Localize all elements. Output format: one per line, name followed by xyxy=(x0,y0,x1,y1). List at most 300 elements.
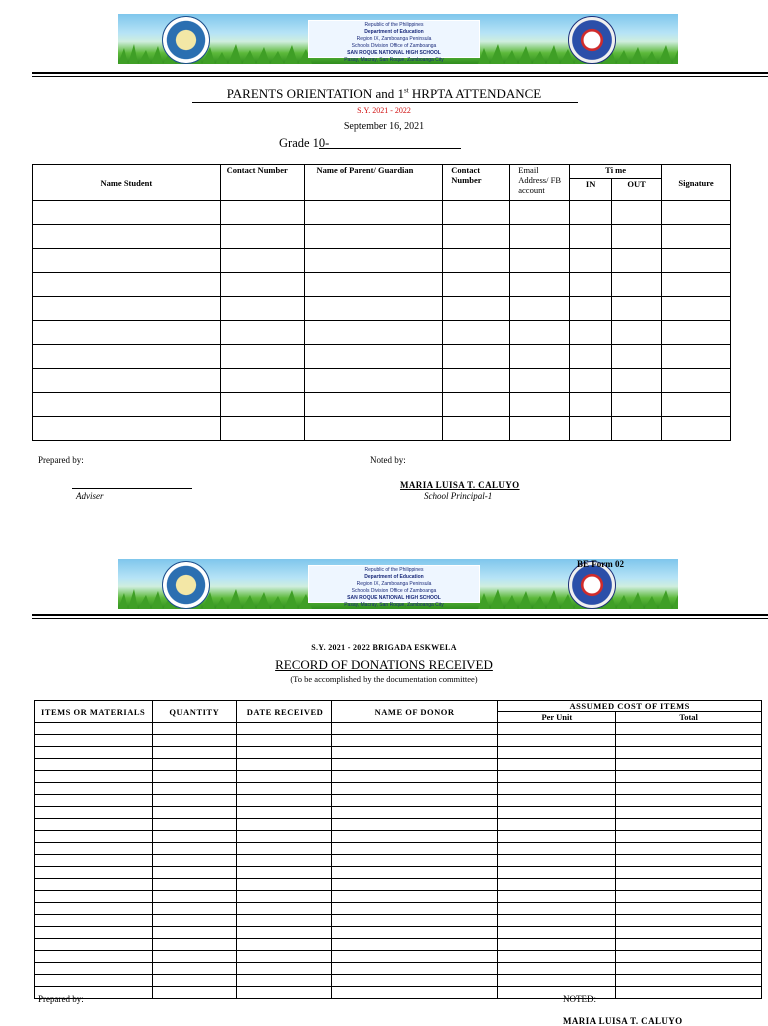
table-row xyxy=(33,225,731,249)
table-cell[interactable] xyxy=(152,975,236,987)
table-row xyxy=(35,795,762,807)
table-cell[interactable] xyxy=(570,297,612,321)
table-cell[interactable] xyxy=(35,915,153,927)
table-cell[interactable] xyxy=(498,879,616,891)
table-cell[interactable] xyxy=(662,249,731,273)
banner-line: Department of Education xyxy=(364,574,424,580)
table-cell[interactable] xyxy=(498,903,616,915)
table-row xyxy=(33,297,731,321)
table-cell[interactable] xyxy=(236,771,331,783)
table-cell[interactable] xyxy=(443,321,510,345)
table-cell[interactable] xyxy=(662,201,731,225)
table-cell[interactable] xyxy=(236,915,331,927)
title-underline xyxy=(192,102,578,103)
table-row xyxy=(33,273,731,297)
table-row xyxy=(35,879,762,891)
table-cell[interactable] xyxy=(510,201,570,225)
table-cell[interactable] xyxy=(498,843,616,855)
school-info-box xyxy=(308,20,480,63)
table-cell[interactable] xyxy=(331,759,498,771)
table-cell[interactable] xyxy=(612,417,662,441)
table-cell[interactable] xyxy=(35,747,153,759)
table-cell[interactable] xyxy=(443,369,510,393)
table-cell[interactable] xyxy=(616,843,762,855)
table-cell[interactable] xyxy=(498,807,616,819)
table-cell[interactable] xyxy=(152,783,236,795)
table-cell[interactable] xyxy=(616,735,762,747)
table-cell[interactable] xyxy=(570,249,612,273)
table-cell[interactable] xyxy=(236,783,331,795)
table-row xyxy=(35,915,762,927)
table-cell[interactable] xyxy=(510,417,570,441)
table-cell[interactable] xyxy=(662,417,731,441)
header-banner xyxy=(118,14,678,64)
table-cell[interactable] xyxy=(33,225,221,249)
adviser-label: Adviser xyxy=(76,491,104,501)
table-cell[interactable] xyxy=(35,831,153,843)
table-cell[interactable] xyxy=(443,393,510,417)
table-cell[interactable] xyxy=(236,927,331,939)
table-cell[interactable] xyxy=(331,903,498,915)
table-cell[interactable] xyxy=(33,297,221,321)
table-cell[interactable] xyxy=(616,879,762,891)
banner-line: Region IX, Zamboanga Peninsula xyxy=(356,36,432,42)
banner-line: SAN ROQUE NATIONAL HIGH SCHOOL xyxy=(347,50,441,56)
table-cell[interactable] xyxy=(498,915,616,927)
table-cell[interactable] xyxy=(304,225,443,249)
table-cell[interactable] xyxy=(616,855,762,867)
table-cell[interactable] xyxy=(35,903,153,915)
table-cell[interactable] xyxy=(220,201,304,225)
table-cell[interactable] xyxy=(616,915,762,927)
table-cell[interactable] xyxy=(236,951,331,963)
donations-table xyxy=(34,700,762,999)
table-cell[interactable] xyxy=(443,225,510,249)
table-cell[interactable] xyxy=(152,843,236,855)
table-cell[interactable] xyxy=(304,345,443,369)
table-cell[interactable] xyxy=(236,819,331,831)
grade-blank-line[interactable] xyxy=(319,148,461,149)
table-cell[interactable] xyxy=(570,369,612,393)
school-seal-icon xyxy=(162,16,210,64)
table-cell[interactable] xyxy=(152,831,236,843)
table-cell[interactable] xyxy=(616,747,762,759)
header-time: Ti me xyxy=(570,165,662,179)
table-cell[interactable] xyxy=(35,783,153,795)
header-donor: NAME OF DONOR xyxy=(331,701,498,723)
table-cell[interactable] xyxy=(616,807,762,819)
table-cell[interactable] xyxy=(612,393,662,417)
table-cell[interactable] xyxy=(236,963,331,975)
table-cell[interactable] xyxy=(662,273,731,297)
table-cell[interactable] xyxy=(35,927,153,939)
table-row xyxy=(33,345,731,369)
table-cell[interactable] xyxy=(331,735,498,747)
deped-seal-icon xyxy=(568,16,616,64)
table-cell[interactable] xyxy=(498,771,616,783)
table-cell[interactable] xyxy=(443,249,510,273)
table-cell[interactable] xyxy=(498,819,616,831)
table-cell[interactable] xyxy=(236,855,331,867)
table-cell[interactable] xyxy=(443,345,510,369)
table-row xyxy=(35,819,762,831)
header-banner-2 xyxy=(118,559,678,609)
table-cell[interactable] xyxy=(331,771,498,783)
table-cell[interactable] xyxy=(236,891,331,903)
table-cell[interactable] xyxy=(662,297,731,321)
table-cell[interactable] xyxy=(236,843,331,855)
table-row xyxy=(35,759,762,771)
table-cell[interactable] xyxy=(35,735,153,747)
table-cell[interactable] xyxy=(510,225,570,249)
table-cell[interactable] xyxy=(152,855,236,867)
table-cell[interactable] xyxy=(236,903,331,915)
table-cell[interactable] xyxy=(304,249,443,273)
table-cell[interactable] xyxy=(236,831,331,843)
banner-line: Republic of the Philippines xyxy=(364,22,424,28)
table-cell[interactable] xyxy=(331,891,498,903)
table-cell[interactable] xyxy=(662,321,731,345)
table-cell[interactable] xyxy=(662,345,731,369)
table-cell[interactable] xyxy=(498,759,616,771)
table-cell[interactable] xyxy=(220,225,304,249)
table-cell[interactable] xyxy=(35,891,153,903)
table-cell[interactable] xyxy=(33,393,221,417)
table-cell[interactable] xyxy=(498,975,616,987)
table-cell[interactable] xyxy=(236,867,331,879)
table-cell[interactable] xyxy=(35,855,153,867)
table-cell[interactable] xyxy=(443,273,510,297)
table-row xyxy=(35,843,762,855)
table-cell[interactable] xyxy=(331,723,498,735)
table-cell[interactable] xyxy=(443,417,510,441)
table-cell[interactable] xyxy=(152,819,236,831)
table-row xyxy=(35,867,762,879)
table-cell[interactable] xyxy=(331,831,498,843)
table-cell[interactable] xyxy=(35,843,153,855)
table-cell[interactable] xyxy=(33,345,221,369)
table-cell[interactable] xyxy=(612,321,662,345)
table-cell[interactable] xyxy=(152,747,236,759)
table-cell[interactable] xyxy=(510,369,570,393)
table-cell[interactable] xyxy=(304,273,443,297)
table-cell[interactable] xyxy=(33,201,221,225)
table-cell[interactable] xyxy=(35,795,153,807)
table-cell[interactable] xyxy=(616,759,762,771)
table-row xyxy=(35,783,762,795)
principal-name: MARIA LUISA T. CALUYO xyxy=(400,480,520,490)
table-row xyxy=(35,927,762,939)
table-row xyxy=(33,321,731,345)
table-cell[interactable] xyxy=(510,393,570,417)
table-row xyxy=(35,903,762,915)
table-cell[interactable] xyxy=(304,321,443,345)
table-cell[interactable] xyxy=(304,201,443,225)
table-cell[interactable] xyxy=(220,417,304,441)
adviser-signature-line[interactable] xyxy=(72,488,192,489)
table-cell[interactable] xyxy=(612,201,662,225)
table-cell[interactable] xyxy=(616,975,762,987)
table-cell[interactable] xyxy=(220,345,304,369)
table-cell[interactable] xyxy=(236,975,331,987)
table-cell[interactable] xyxy=(331,783,498,795)
table-cell[interactable] xyxy=(498,951,616,963)
table-cell[interactable] xyxy=(662,225,731,249)
table-cell[interactable] xyxy=(33,369,221,393)
table-cell[interactable] xyxy=(152,723,236,735)
prepared-by-label-2: Prepared by: xyxy=(38,994,84,1004)
table-cell[interactable] xyxy=(236,735,331,747)
table-cell[interactable] xyxy=(152,759,236,771)
banner-line: Department of Education xyxy=(364,29,424,35)
table-cell[interactable] xyxy=(616,831,762,843)
header-time-out: OUT xyxy=(612,179,662,201)
table-cell[interactable] xyxy=(152,879,236,891)
brigada-school-year: S.Y. 2021 - 2022 BRIGADA ESKWELA xyxy=(311,643,457,652)
table-cell[interactable] xyxy=(616,867,762,879)
table-cell[interactable] xyxy=(498,795,616,807)
table-cell[interactable] xyxy=(616,903,762,915)
table-cell[interactable] xyxy=(35,771,153,783)
header-parent-name: Name of Parent/ Guardian xyxy=(304,165,443,201)
table-row xyxy=(35,891,762,903)
table-cell[interactable] xyxy=(152,915,236,927)
table-cell[interactable] xyxy=(612,249,662,273)
table-cell[interactable] xyxy=(498,747,616,759)
grade-label: Grade 10- xyxy=(279,136,330,150)
table-cell[interactable] xyxy=(331,987,498,999)
header-time-in: IN xyxy=(570,179,612,201)
table-cell[interactable] xyxy=(616,951,762,963)
table-row xyxy=(35,735,762,747)
table-cell[interactable] xyxy=(33,249,221,273)
table-cell[interactable] xyxy=(662,369,731,393)
table-cell[interactable] xyxy=(498,855,616,867)
table-cell[interactable] xyxy=(616,819,762,831)
table-row xyxy=(35,939,762,951)
school-seal-icon xyxy=(162,561,210,609)
divider xyxy=(32,72,768,74)
table-cell[interactable] xyxy=(236,879,331,891)
table-cell[interactable] xyxy=(510,321,570,345)
table-cell[interactable] xyxy=(510,273,570,297)
header-quantity: QUANTITY xyxy=(152,701,236,723)
table-cell[interactable] xyxy=(498,831,616,843)
table-cell[interactable] xyxy=(570,201,612,225)
table-cell[interactable] xyxy=(570,321,612,345)
table-cell[interactable] xyxy=(498,735,616,747)
table-cell[interactable] xyxy=(33,417,221,441)
table-cell[interactable] xyxy=(220,297,304,321)
table-cell[interactable] xyxy=(331,747,498,759)
form1-title: PARENTS ORIENTATION and 1st HRPTA ATTENDANCE xyxy=(0,86,768,102)
table-row xyxy=(35,771,762,783)
table-row xyxy=(33,369,731,393)
table-cell[interactable] xyxy=(152,963,236,975)
banner-line: SAN ROQUE NATIONAL HIGH SCHOOL xyxy=(347,595,441,601)
noted-label: NOTED: xyxy=(563,994,596,1004)
table-cell[interactable] xyxy=(152,927,236,939)
table-cell[interactable] xyxy=(616,891,762,903)
table-cell[interactable] xyxy=(616,771,762,783)
table-cell[interactable] xyxy=(35,939,153,951)
banner-line: Schools Division Office of Zamboanga xyxy=(351,43,437,49)
table-cell[interactable] xyxy=(510,249,570,273)
table-cell[interactable] xyxy=(236,759,331,771)
table-row xyxy=(35,747,762,759)
prepared-by-label: Prepared by: xyxy=(38,455,84,465)
header-items: ITEMS OR MATERIALS xyxy=(35,701,153,723)
header-email: Email Address/ FB account xyxy=(510,165,570,201)
table-cell[interactable] xyxy=(498,867,616,879)
table-cell[interactable] xyxy=(152,795,236,807)
header-name-student: Name Student xyxy=(33,165,221,201)
school-info-box xyxy=(308,565,480,608)
table-cell[interactable] xyxy=(33,321,221,345)
table-cell[interactable] xyxy=(616,927,762,939)
table-cell[interactable] xyxy=(236,807,331,819)
table-cell[interactable] xyxy=(331,879,498,891)
table-cell[interactable] xyxy=(304,369,443,393)
table-row xyxy=(35,807,762,819)
table-cell[interactable] xyxy=(35,867,153,879)
table-cell[interactable] xyxy=(570,273,612,297)
form2-title: RECORD OF DONATIONS RECEIVED xyxy=(275,657,493,672)
table-cell[interactable] xyxy=(152,951,236,963)
table-cell[interactable] xyxy=(236,987,331,999)
table-cell[interactable] xyxy=(498,939,616,951)
table-cell[interactable] xyxy=(236,747,331,759)
table-cell[interactable] xyxy=(152,903,236,915)
table-cell[interactable] xyxy=(220,273,304,297)
banner-line: Schools Division Office of Zamboanga xyxy=(351,588,437,594)
table-cell[interactable] xyxy=(331,963,498,975)
table-cell[interactable] xyxy=(220,321,304,345)
banner-line: Pasay, Macray, San Roque, Zamboanga City xyxy=(344,602,444,608)
table-cell[interactable] xyxy=(35,723,153,735)
table-cell[interactable] xyxy=(152,807,236,819)
attendance-table xyxy=(32,164,731,441)
table-cell[interactable] xyxy=(152,771,236,783)
table-cell[interactable] xyxy=(331,807,498,819)
table-row xyxy=(35,987,762,999)
table-cell[interactable] xyxy=(510,297,570,321)
table-cell[interactable] xyxy=(498,723,616,735)
table-row xyxy=(35,963,762,975)
table-cell[interactable] xyxy=(570,225,612,249)
table-cell[interactable] xyxy=(612,273,662,297)
table-row xyxy=(35,951,762,963)
table-cell[interactable] xyxy=(498,783,616,795)
table-cell[interactable] xyxy=(331,855,498,867)
table-cell[interactable] xyxy=(331,915,498,927)
table-cell[interactable] xyxy=(498,963,616,975)
table-cell[interactable] xyxy=(35,951,153,963)
form2-subtitle: (To be accomplished by the documentation committee) xyxy=(290,674,478,684)
principal-title: School Principal-1 xyxy=(424,491,493,501)
table-cell[interactable] xyxy=(612,345,662,369)
header-date-received: DATE RECEIVED xyxy=(236,701,331,723)
form-code: BE Form 02 xyxy=(577,559,624,569)
table-row xyxy=(35,831,762,843)
table-cell[interactable] xyxy=(570,345,612,369)
table-cell[interactable] xyxy=(236,723,331,735)
table-cell[interactable] xyxy=(152,735,236,747)
form-date: September 16, 2021 xyxy=(343,121,425,132)
table-cell[interactable] xyxy=(331,867,498,879)
divider xyxy=(32,618,768,619)
table-cell[interactable] xyxy=(35,819,153,831)
header-signature: Signature xyxy=(662,165,731,201)
table-cell[interactable] xyxy=(616,963,762,975)
table-cell[interactable] xyxy=(331,819,498,831)
table-cell[interactable] xyxy=(304,417,443,441)
table-cell[interactable] xyxy=(616,987,762,999)
table-cell[interactable] xyxy=(220,249,304,273)
table-cell[interactable] xyxy=(35,807,153,819)
table-cell[interactable] xyxy=(612,369,662,393)
table-cell[interactable] xyxy=(152,987,236,999)
header-total: Total xyxy=(616,712,762,723)
table-cell[interactable] xyxy=(304,297,443,321)
table-cell[interactable] xyxy=(331,939,498,951)
table-cell[interactable] xyxy=(510,345,570,369)
table-cell[interactable] xyxy=(331,927,498,939)
header-per-unit: Per Unit xyxy=(498,712,616,723)
table-cell[interactable] xyxy=(616,795,762,807)
table-cell[interactable] xyxy=(570,417,612,441)
table-cell[interactable] xyxy=(662,393,731,417)
table-cell[interactable] xyxy=(236,795,331,807)
table-cell[interactable] xyxy=(152,891,236,903)
school-year: S.Y. 2021 - 2022 xyxy=(357,106,411,115)
table-cell[interactable] xyxy=(35,879,153,891)
table-cell[interactable] xyxy=(498,891,616,903)
table-cell[interactable] xyxy=(236,939,331,951)
table-cell[interactable] xyxy=(331,795,498,807)
table-cell[interactable] xyxy=(331,951,498,963)
table-cell[interactable] xyxy=(498,927,616,939)
table-cell[interactable] xyxy=(616,723,762,735)
table-row xyxy=(35,855,762,867)
table-row xyxy=(33,249,731,273)
table-cell[interactable] xyxy=(331,843,498,855)
table-cell[interactable] xyxy=(152,867,236,879)
table-cell[interactable] xyxy=(35,963,153,975)
table-cell[interactable] xyxy=(304,393,443,417)
header-assumed-cost: ASSUMED COST OF ITEMS xyxy=(498,701,762,712)
table-cell[interactable] xyxy=(616,939,762,951)
table-cell[interactable] xyxy=(612,297,662,321)
banner-line: Region IX, Zamboanga Peninsula xyxy=(356,581,432,587)
table-row xyxy=(33,201,731,225)
table-cell[interactable] xyxy=(220,393,304,417)
table-cell[interactable] xyxy=(152,939,236,951)
table-row xyxy=(33,393,731,417)
table-cell[interactable] xyxy=(35,975,153,987)
table-cell[interactable] xyxy=(443,297,510,321)
table-cell[interactable] xyxy=(33,273,221,297)
table-cell[interactable] xyxy=(612,225,662,249)
table-cell[interactable] xyxy=(498,987,616,999)
table-cell[interactable] xyxy=(616,783,762,795)
table-cell[interactable] xyxy=(443,201,510,225)
table-cell[interactable] xyxy=(331,975,498,987)
table-row xyxy=(33,417,731,441)
table-cell[interactable] xyxy=(570,393,612,417)
table-cell[interactable] xyxy=(35,759,153,771)
table-cell[interactable] xyxy=(220,369,304,393)
